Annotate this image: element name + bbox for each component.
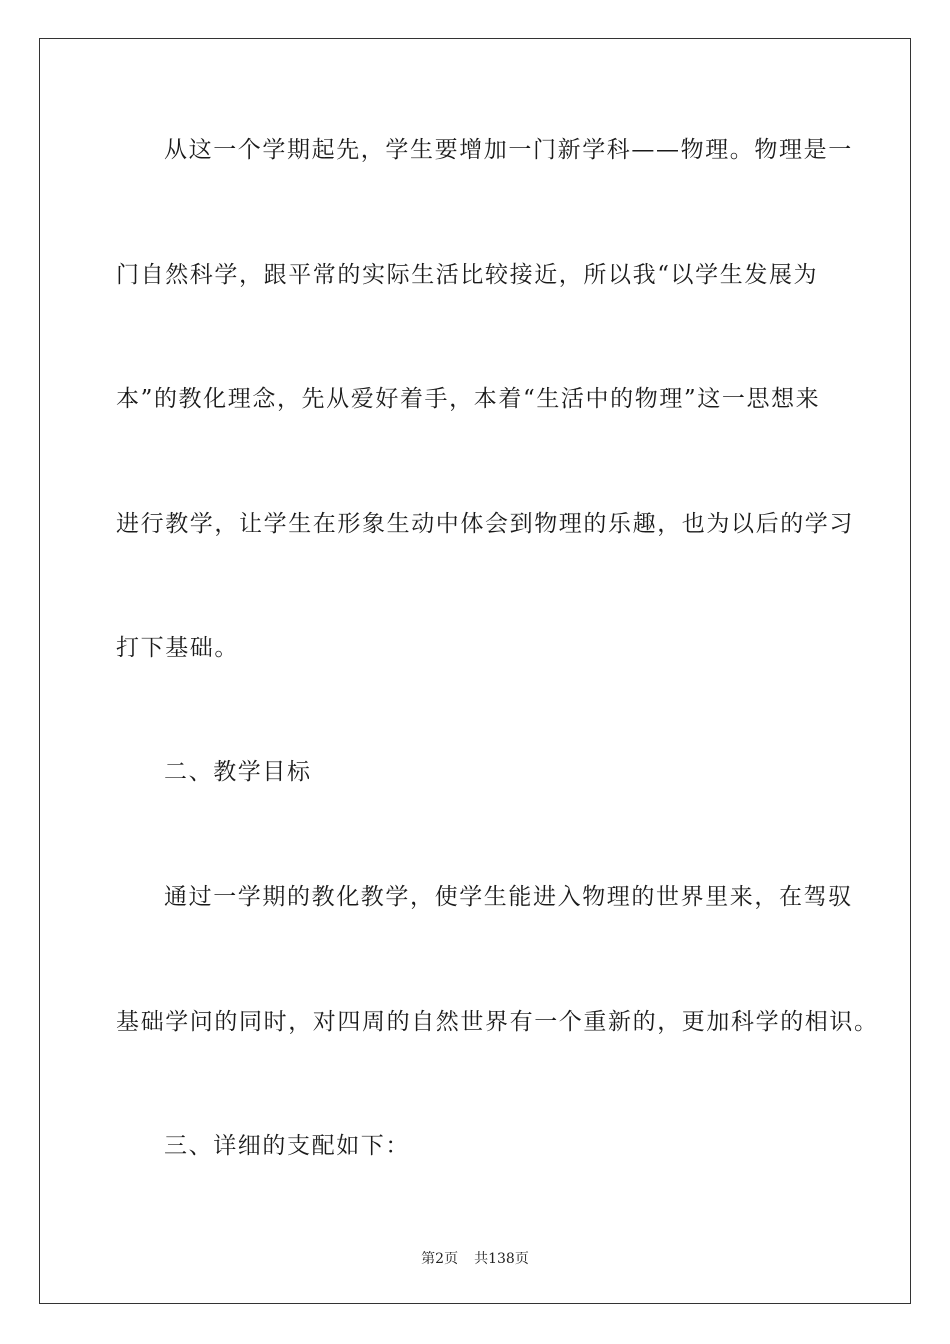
page-frame [39, 38, 911, 1304]
paragraph-1-line-4: 进行教学，让学生在形象生动中体会到物理的乐趣，也为以后的学习 [116, 511, 854, 537]
paragraph-1-line-3: 本”的教化理念，先从爱好着手，本着“生活中的物理”这一思想来 [116, 386, 821, 412]
page-number-total: 共138页 [474, 1251, 529, 1267]
paragraph-1-line-2: 门自然科学，跟平常的实际生活比较接近，所以我“以学生发展为 [116, 262, 819, 288]
page-number-current: 第2页 [421, 1251, 459, 1267]
paragraph-2-line-2: 基础学问的同时，对四周的自然世界有一个重新的，更加科学的相识。 [116, 1009, 879, 1035]
section-heading-2: 二、教学目标 [164, 759, 312, 785]
page-footer [0, 1248, 950, 1268]
paragraph-2-line-1: 通过一学期的教化教学，使学生能进入物理的世界里来，在驾驭 [164, 884, 853, 910]
paragraph-1-line-1: 从这一个学期起先，学生要增加一门新学科——物理。物理是一 [164, 137, 853, 163]
section-heading-3: 三、详细的支配如下： [164, 1133, 410, 1159]
paragraph-1-line-5: 打下基础。 [116, 635, 239, 661]
